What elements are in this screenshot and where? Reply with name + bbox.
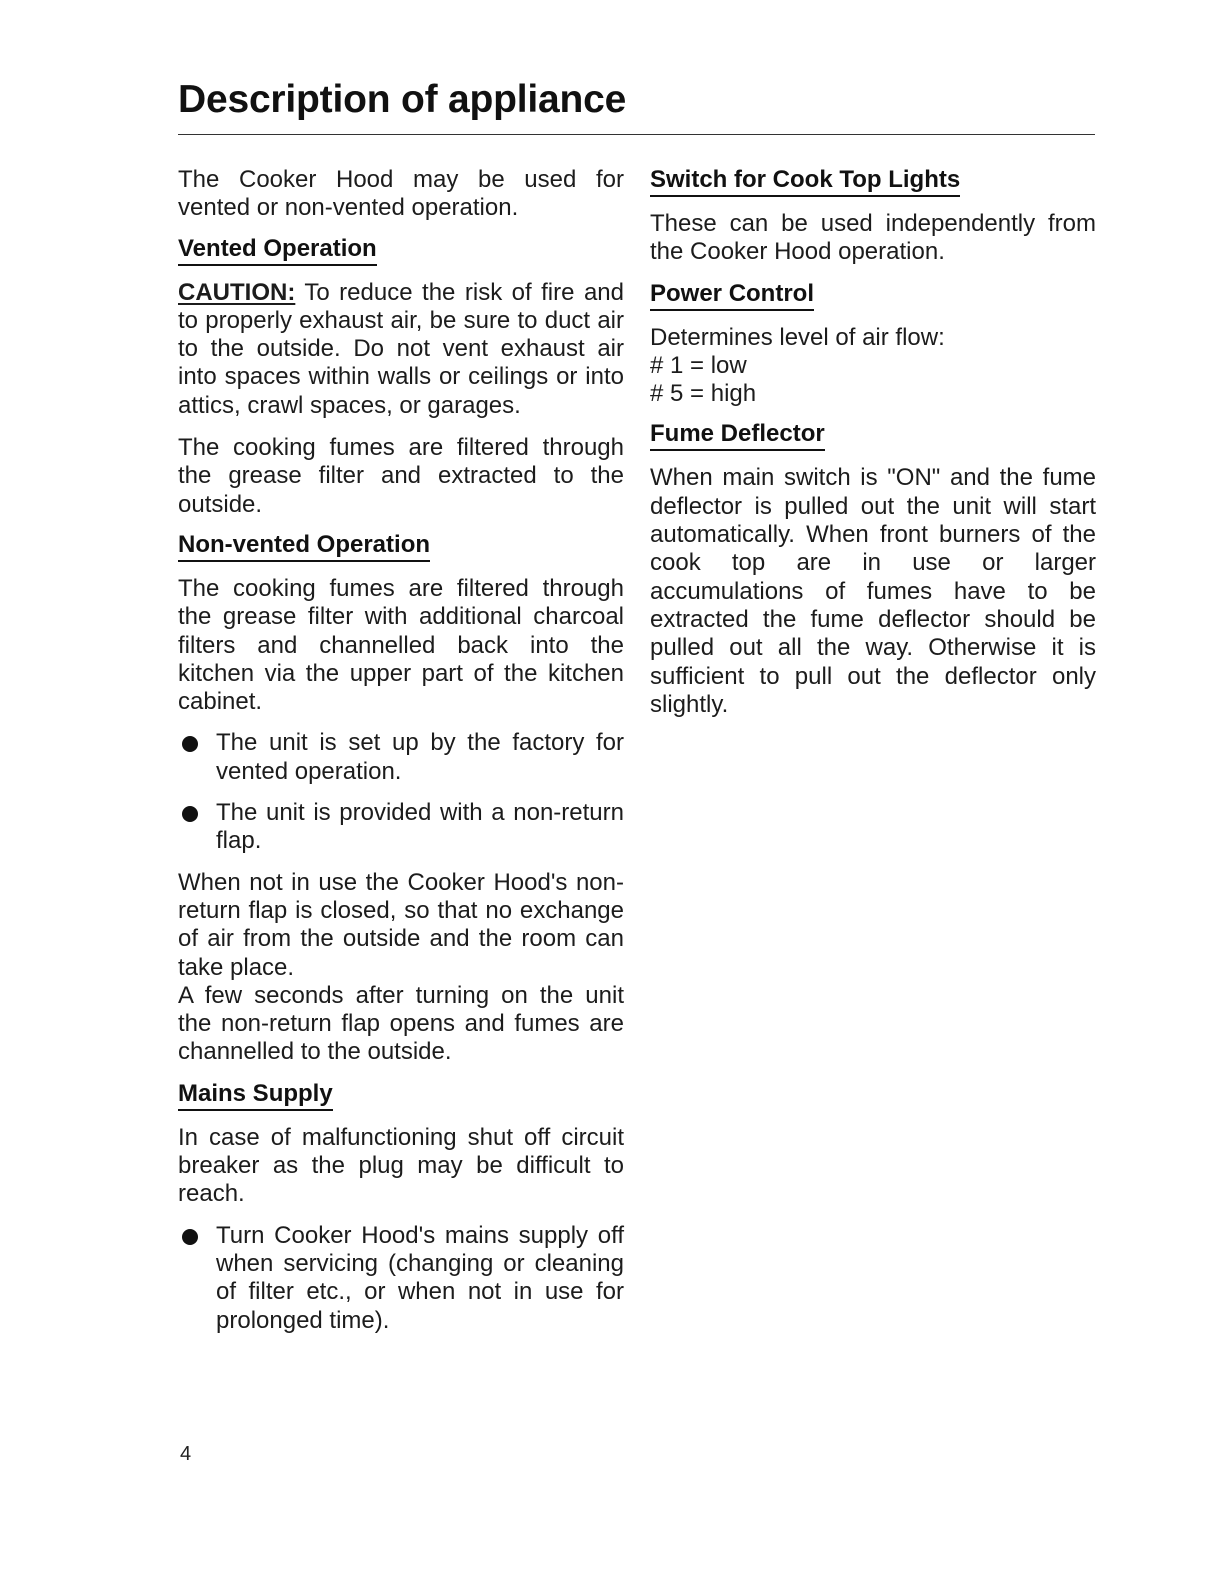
bullet-text: The unit is provided with a non-return flap. bbox=[216, 799, 624, 855]
non-vented-paragraph: The cooking fumes are filtered through the grease filter with additional charcoal filters and channelled back into the kitchen via the upper part of the kitchen cabinet. bbox=[178, 574, 624, 716]
power-level-high: # 5 = high bbox=[650, 380, 757, 408]
fume-paragraph: When main switch is "ON" and the fume deflector is pulled out the unit will start automatically. When front burners of the cook top are in use or larger accumulations of fumes have to be extracted the fume deflector should be pulled out all the way. Otherwise it is sufficient to pull out the deflector only slightly. bbox=[650, 464, 1096, 718]
left-column bbox=[178, 166, 624, 1335]
power-paragraph bbox=[650, 324, 1096, 409]
caution-label: CAUTION: bbox=[178, 278, 296, 306]
page-title: Description of appliance bbox=[178, 78, 627, 121]
fume-deflector-heading: Fume Deflector bbox=[650, 420, 825, 451]
cook-top-lights-heading: Switch for Cook Top Lights bbox=[650, 166, 960, 197]
bullet-icon bbox=[182, 806, 198, 822]
right-column bbox=[650, 166, 1096, 719]
power-control-heading: Power Control bbox=[650, 280, 814, 311]
bullet-text: The unit is set up by the factory for vented operation. bbox=[216, 729, 624, 785]
fume-section bbox=[650, 420, 1096, 451]
list-item bbox=[178, 799, 624, 856]
non-return-flap-paragraph: When not in use the Cooker Hood's non-return flap is closed, so that no exchange of air from the outside and the room can take place. bbox=[178, 868, 624, 981]
power-level-low: # 1 = low bbox=[650, 351, 747, 379]
title-divider bbox=[178, 134, 1095, 135]
flap-opens-paragraph: A few seconds after turning on the unit the non-return flap opens and fumes are channelled to the outside. bbox=[178, 981, 624, 1066]
vented-operation-heading: Vented Operation bbox=[178, 235, 377, 266]
page-number: 4 bbox=[180, 1443, 192, 1465]
power-description: Determines level of air flow: bbox=[650, 323, 945, 351]
vented-paragraph: The cooking fumes are filtered through the grease filter and extracted to the outside. bbox=[178, 434, 624, 518]
vented-section bbox=[178, 235, 624, 266]
mains-paragraph: In case of malfunctioning shut off circuit breaker as the plug may be difficult to reach. bbox=[178, 1123, 624, 1208]
mains-supply-heading: Mains Supply bbox=[178, 1080, 333, 1111]
power-section bbox=[650, 280, 1096, 311]
mains-section bbox=[178, 1080, 624, 1111]
bullet-icon bbox=[182, 1229, 198, 1245]
non-vented-section bbox=[178, 531, 624, 562]
caution-text: To reduce the risk of fire and to properly exhaust air, be sure to duct air to the outside. Do not vent exhaust air into spaces within walls or ceilings or into attics, crawl spaces, or garages. bbox=[178, 278, 624, 419]
caution-paragraph bbox=[178, 279, 624, 420]
non-vented-operation-heading: Non-vented Operation bbox=[178, 531, 430, 562]
list-item bbox=[178, 1222, 624, 1335]
lights-paragraph: These can be used independently from the Cooker Hood operation. bbox=[650, 210, 1096, 266]
list-item bbox=[178, 729, 624, 786]
bullet-text: Turn Cooker Hood's mains supply off when servicing (changing or cleaning of filter etc., or when not in use for prolonged time). bbox=[216, 1221, 624, 1334]
bullet-icon bbox=[182, 736, 198, 752]
intro-paragraph: The Cooker Hood may be used for vented or non-vented operation. bbox=[178, 166, 624, 222]
